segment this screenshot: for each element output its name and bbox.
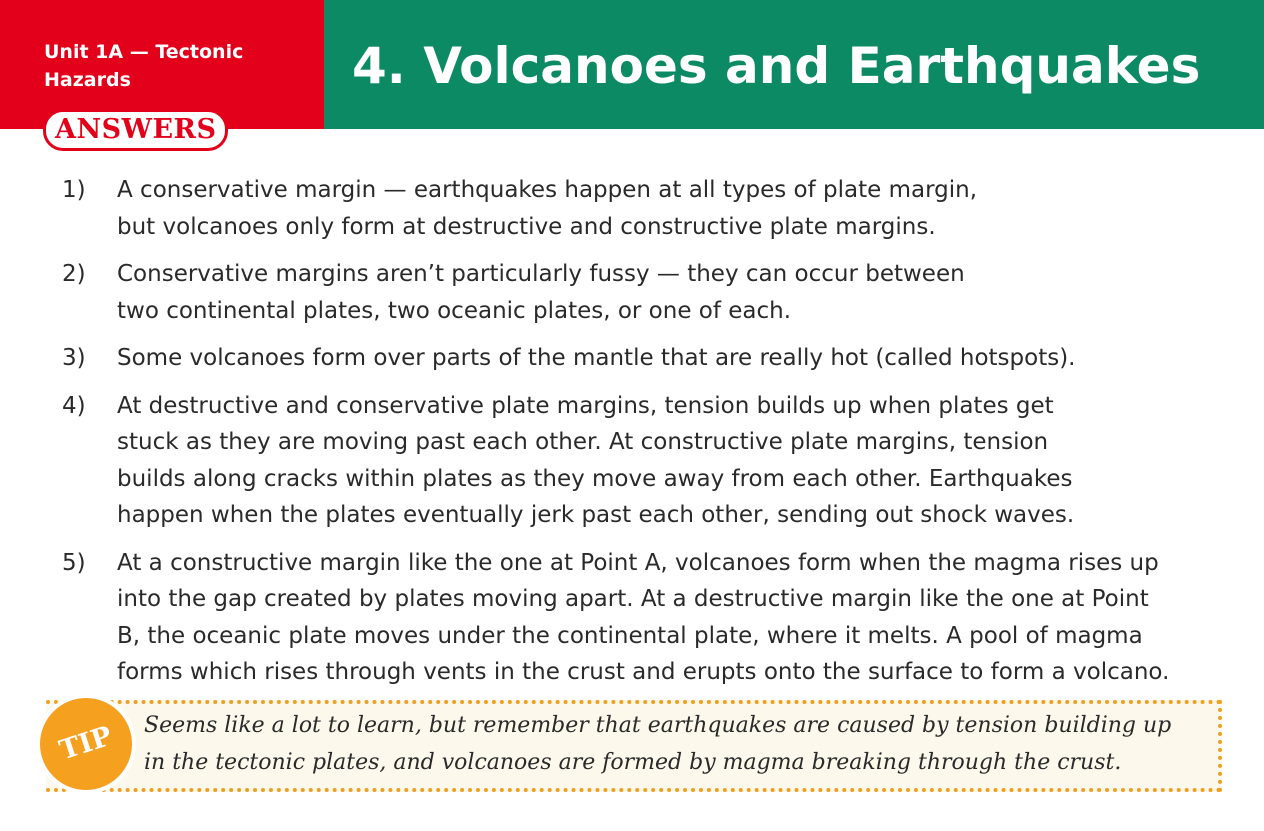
answer-item xyxy=(62,340,1232,377)
title-panel xyxy=(324,0,1264,129)
answer-number: 1) xyxy=(62,177,86,203)
page-title: 4. Volcanoes and Earthquakes xyxy=(352,37,1201,95)
tip-label: TIP xyxy=(55,720,116,767)
tip-badge xyxy=(40,698,132,790)
unit-label-line: Unit 1A — Tectonic xyxy=(44,41,244,63)
answer-text xyxy=(117,172,1232,245)
answer-line: into the gap created by plates moving apart. At a destructive margin like the one at Point xyxy=(117,586,1149,612)
answer-item xyxy=(62,545,1232,691)
answer-text xyxy=(117,340,1232,377)
answer-number: 2) xyxy=(62,261,86,287)
answer-line: B, the oceanic plate moves under the continental plate, where it melts. A pool of magma xyxy=(117,622,1143,649)
answer-line: happen when the plates eventually jerk past each other, sending out shock waves. xyxy=(117,502,1075,528)
answer-list xyxy=(62,172,1232,702)
answer-number: 4) xyxy=(62,392,86,419)
answers-badge: ANSWERS xyxy=(43,109,228,151)
answer-item xyxy=(62,388,1232,534)
answer-number: 3) xyxy=(62,345,86,371)
tip-line: in the tectonic plates, and volcanoes are formed by magma breaking through the crust. xyxy=(144,750,1122,775)
answer-line: Some volcanoes form over parts of the mantle that are really hot (called hotspots). xyxy=(117,345,1076,371)
answer-line: A conservative margin — earthquakes happen at all types of plate margin, xyxy=(117,177,978,203)
answer-item xyxy=(62,172,1232,245)
answer-line: At destructive and conservative plate margins, tension builds up when plates get xyxy=(117,392,1054,419)
answer-line: stuck as they are moving past each other. At constructive plate margins, tension xyxy=(117,429,1049,455)
answer-line: Conservative margins aren’t particularly fussy — they can occur between xyxy=(117,261,965,287)
answer-line: forms which rises through vents in the crust and erupts onto the surface to form a volcano. xyxy=(117,659,1170,685)
answer-line: two continental plates, two oceanic plates, or one of each. xyxy=(117,297,792,324)
answer-text xyxy=(117,256,1232,329)
unit-label xyxy=(44,38,294,94)
answer-line: At a constructive margin like the one at Point A, volcanoes form when the magma rises up xyxy=(117,549,1159,576)
answer-text xyxy=(117,388,1232,534)
answer-line: builds along cracks within plates as they move away from each other. Earthquakes xyxy=(117,465,1073,492)
tip-line: Seems like a lot to learn, but remember that earthquakes are caused by tension building up xyxy=(144,713,1172,738)
tip-text xyxy=(144,707,1214,781)
answer-number: 5) xyxy=(62,549,86,576)
answer-text xyxy=(117,545,1232,691)
answer-item xyxy=(62,256,1232,329)
unit-label-line: Hazards xyxy=(44,69,131,91)
answer-line: but volcanoes only form at destructive and constructive plate margins. xyxy=(117,213,936,240)
